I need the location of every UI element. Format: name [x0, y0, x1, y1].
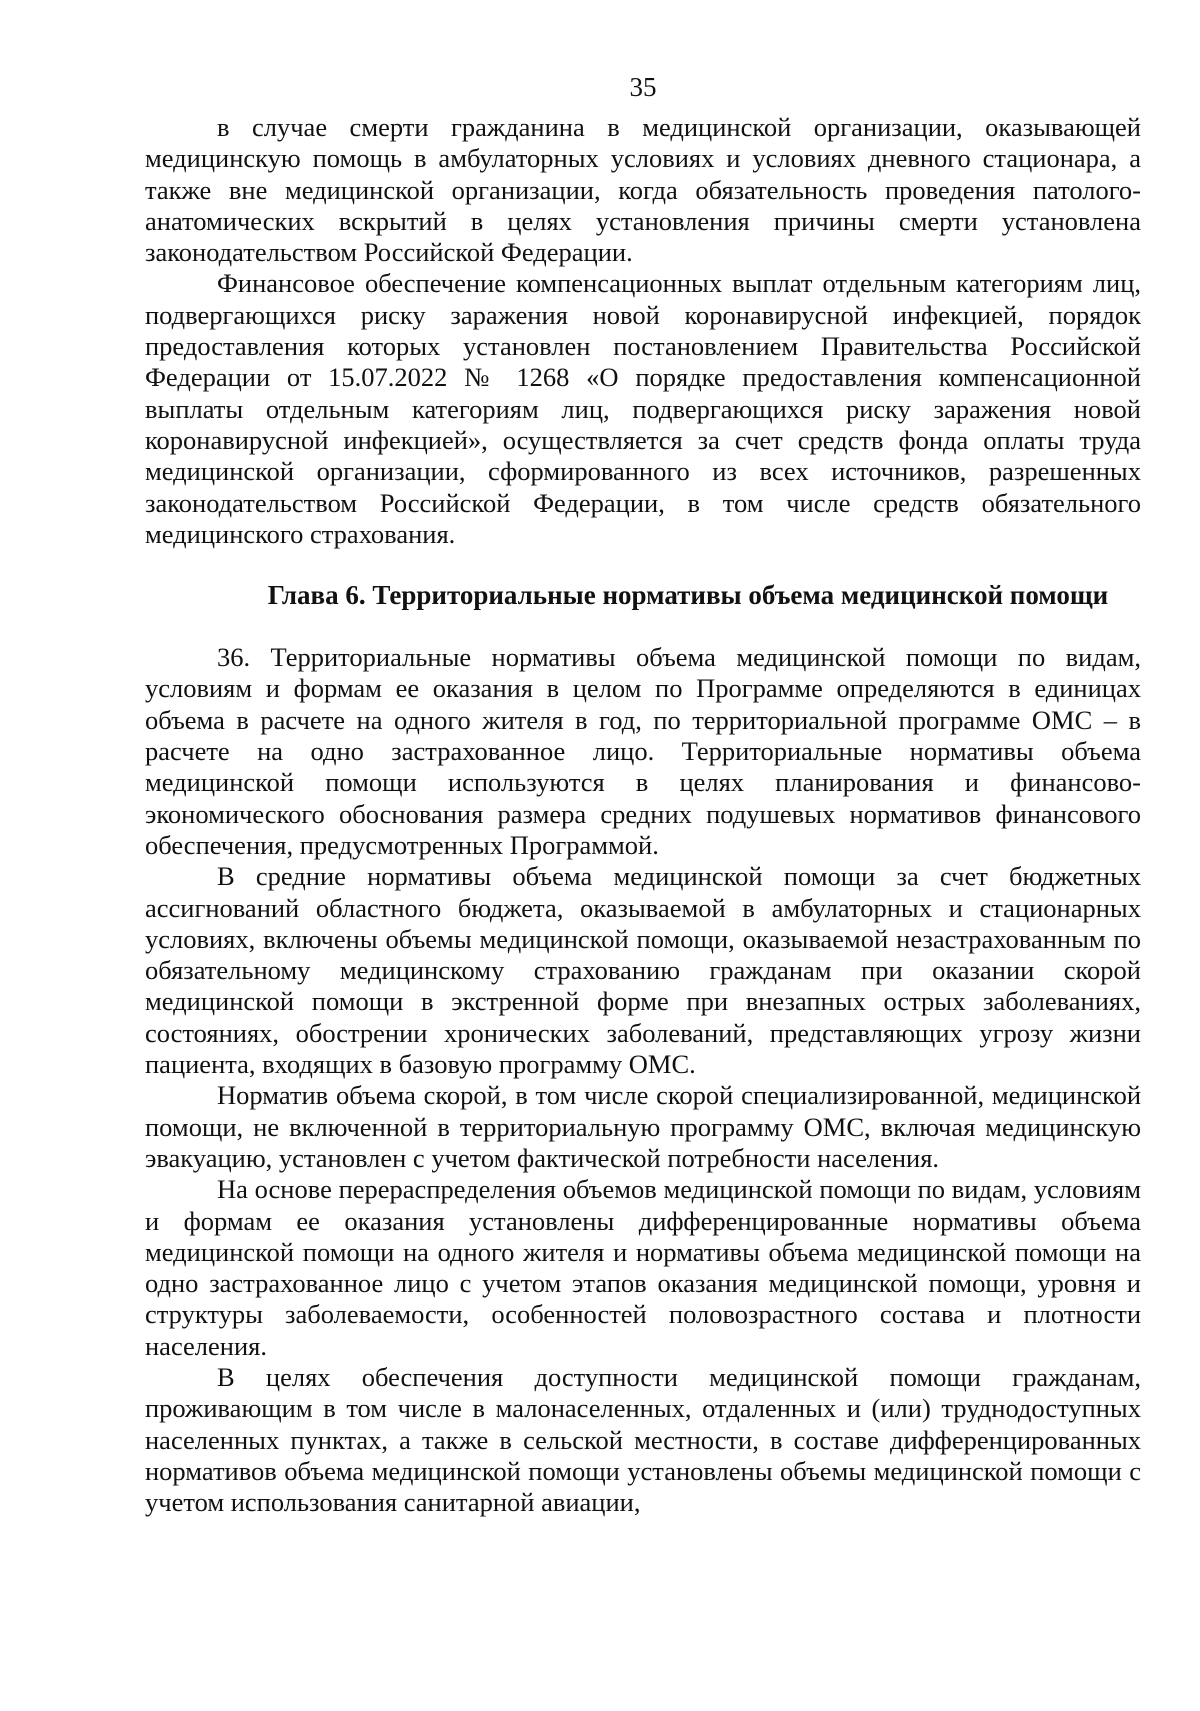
paragraph: Норматив объема скорой, в том числе скорой специализированной, медицинской помощи, не включенной в территориальную программу ОМС, включая медицинскую эвакуацию, установлен с учетом фактической потребности населения. [145, 1080, 1141, 1173]
chapter-heading: Глава 6. Территориальные нормативы объема медицинской помощи [267, 580, 1109, 611]
paragraph: Финансовое обеспечение компенсационных выплат отдельным категориям лиц, подвергающихся риску заражения новой коронавирусной инфекцией, порядок предоставления которых установлен постановлением Правительства Российской Федерации от 15.07.2022 № 1268 «О порядке предоставления компенсационной выплаты отдельным категориям лиц, подвергающихся риску заражения новой коронавирусной инфекцией», осуществляется за счет средств фонда оплаты труда медицинской организации, сформированного из всех источников, разрешенных законодательством Российской Федерации, в том числе средств обязательного медицинского страхования. [145, 268, 1141, 549]
page-number: 35 [629, 72, 657, 102]
paragraph: 36. Территориальные нормативы объема медицинской помощи по видам, условиям и формам ее оказания в целом по Программе определяются в единицах объема в расчете на одного жителя в год, по территориальной программе ОМС – в расчете на одно застрахованное лицо. Территориальные нормативы объема медицинской помощи используются в целях планирования и финансово-экономического обоснования размера средних подушевых нормативов финансового обеспечения, предусмотренных Программой. [145, 642, 1141, 860]
paragraph: В целях обеспечения доступности медицинской помощи гражданам, проживающим в том числе в малонаселенных, отдаленных и (или) труднодоступных населенных пунктах, а также в сельской местности, в составе дифференцированных нормативов объема медицинской помощи установлены объемы медицинской помощи с учетом использования санитарной авиации, [145, 1361, 1141, 1518]
paragraph: На основе перераспределения объемов медицинской помощи по видам, условиям и формам ее оказания установлены дифференцированные нормативы объема медицинской помощи на одного жителя и нормативы объема медицинской помощи на одно застрахованное лицо с учетом этапов оказания медицинской помощи, уровня и структуры заболеваемости, особенностей половозрастного состава и плотности населения. [145, 1174, 1141, 1361]
paragraph: В средние нормативы объема медицинской помощи за счет бюджетных ассигнований областного бюджета, оказываемой в амбулаторных и стационарных условиях, включены объемы медицинской помощи, оказываемой незастрахованным по обязательному медицинскому страхованию гражданам при оказании скорой медицинской помощи в экстренной форме при внезапных острых заболеваниях, состояниях, обострении хронических заболеваний, представляющих угрозу жизни пациента, входящих в базовую программу ОМС. [145, 861, 1141, 1080]
document-page [145, 70, 1141, 1518]
paragraph: в случае смерти гражданина в медицинской организации, оказывающей медицинскую помощь в амбулаторных условиях и условиях дневного стационара, а также вне медицинской организации, когда обязательность проведения патолого-анатомических вскрытий в целях установления причины смерти установлена законодательством Российской Федерации. [145, 112, 1141, 268]
